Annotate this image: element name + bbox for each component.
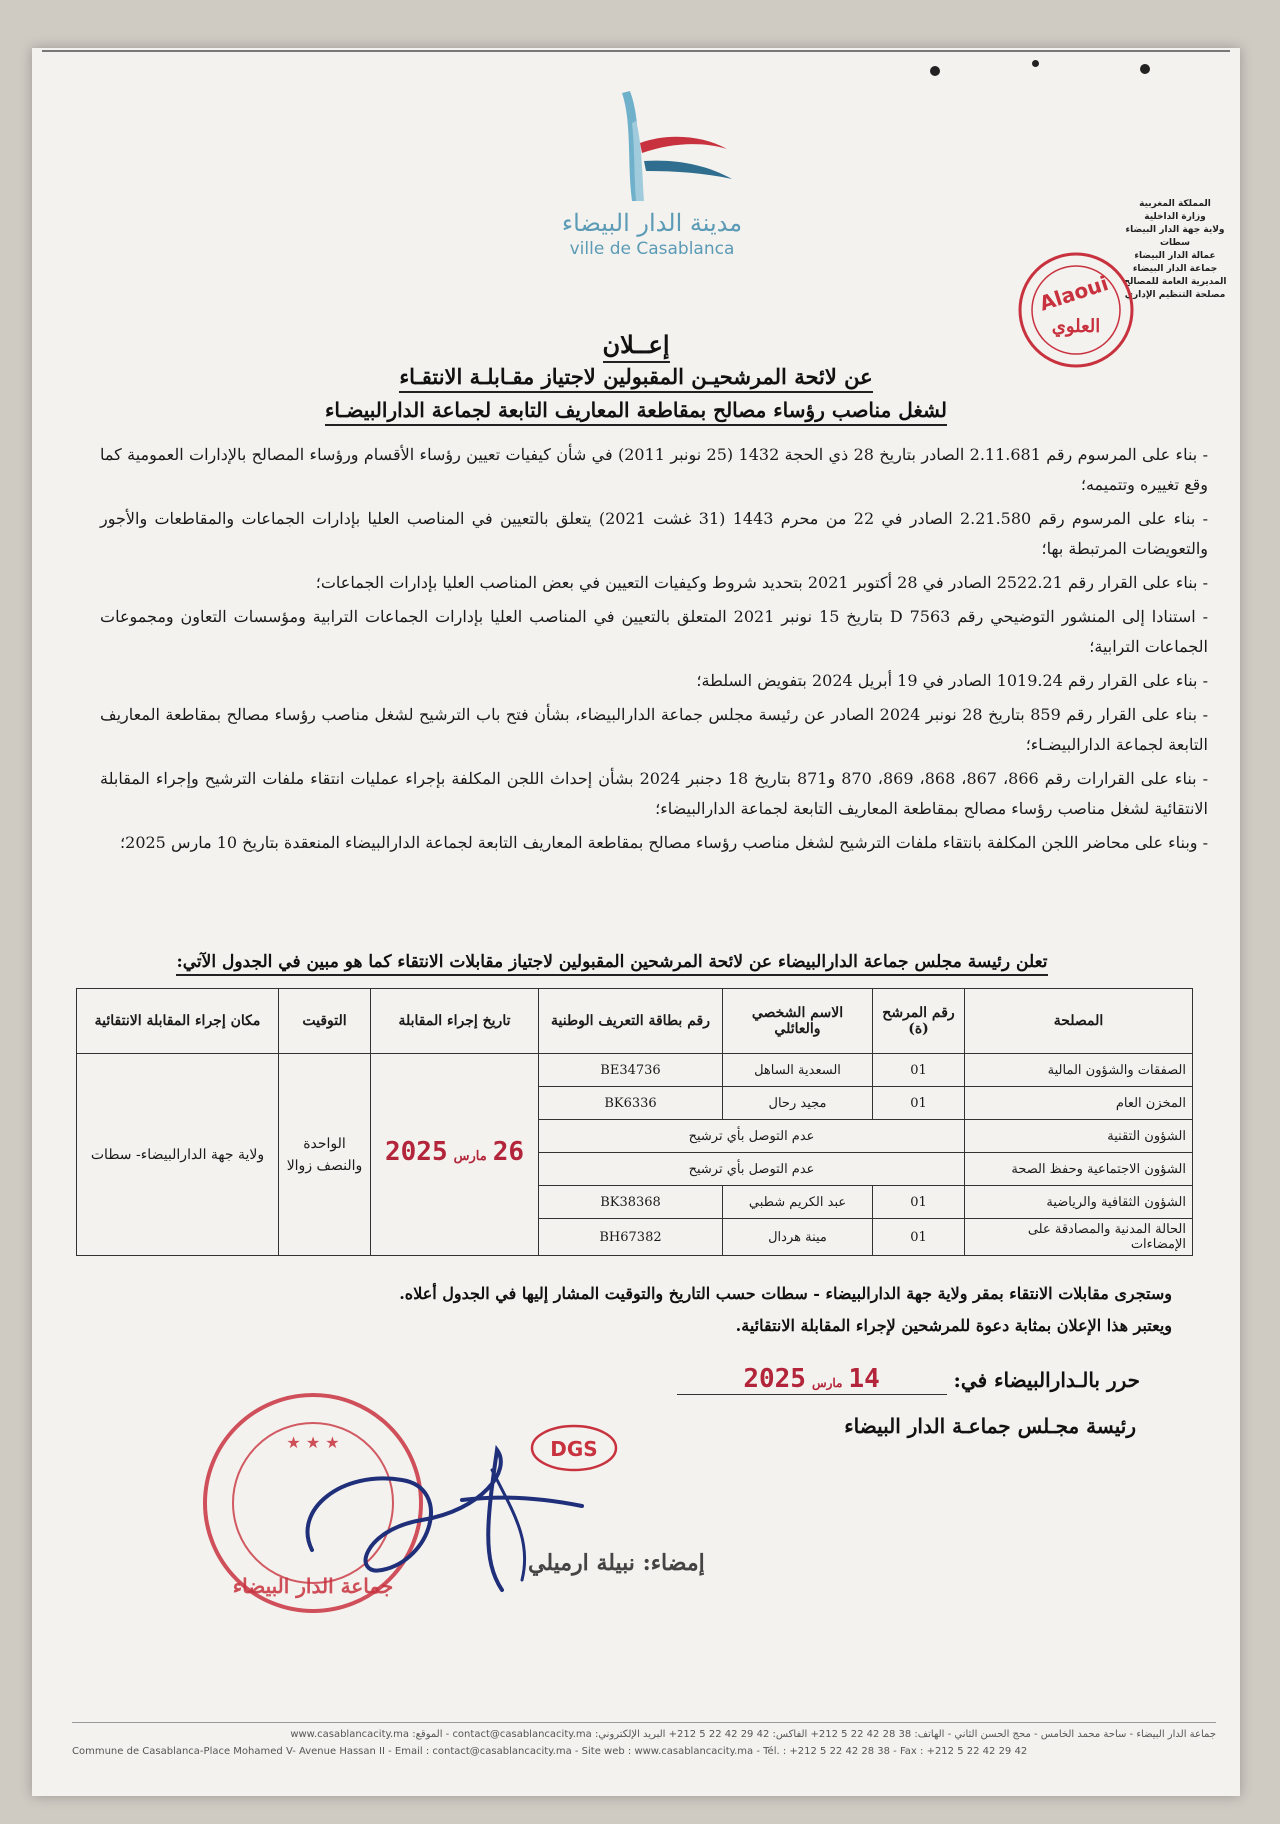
reference-paragraph: - بناء على المرسوم رقم 2.21.580 الصادر في 22 من محرم 1443 (31 غشت 2021) يتعلق بالتعيين في المناصب العليا بإدارات الجماعات والمقاطعات والأجور والتعويضات المرتبطة بها؛ — [100, 509, 1209, 558]
reference-paragraph: - استنادا إلى المنشور التوضيحي رقم D 7563 بتاريخ 15 نونبر 2021 المتعلق بالتعيين في المناصب العليا بإدارات الجماعات الترابية ومؤسسات التعاون ومجموعات الجماعات الترابية؛ — [100, 607, 1209, 656]
header-place: مكان إجراء المقابلة الانتقائية — [77, 989, 279, 1054]
stamp-top-sub: العلوي — [1051, 316, 1101, 337]
punch-hole — [1140, 64, 1150, 74]
cell-service: الصفقات والشؤون المالية — [965, 1054, 1193, 1087]
cell-service: الشؤون التقنية — [965, 1120, 1193, 1153]
punch-hole — [930, 66, 940, 76]
header-time: التوقيت — [279, 989, 371, 1054]
place-label: حرر بالـدارالبيضاء في: — [953, 1368, 1140, 1392]
header-name: الاسم الشخصي والعائلي — [723, 989, 873, 1054]
reference-paragraph: - بناء على القرار رقم 1019.24 الصادر في 19 أبريل 2024 بتفويض السلطة؛ — [696, 671, 1208, 690]
cell-service: الشؤون الثقافية والرياضية — [965, 1186, 1193, 1219]
ministry-line: ولاية جهة الدار البيضاء سطات — [1125, 225, 1225, 248]
announcement-title: إعــلان — [32, 330, 1240, 363]
cell-name: مجيد رحال — [723, 1087, 873, 1120]
cell-cin: BH67382 — [539, 1219, 723, 1256]
top-edge-line — [42, 50, 1230, 52]
reference-paragraph: - بناء على القرارات رقم 866، 867، 868، 869، 870 و871 بتاريخ 18 دجنبر 2024 بشأن إحداث اللجن المكلفة بإجراء عمليات انتقاء ملفات الترشيح وإجراء المقابلة الانتقائية لشغل مناصب رؤساء مصالح بمقاطعة المعاريف التابعة لجماعة الدارالبيضاء؛ — [100, 769, 1209, 818]
interview-day: 26 — [492, 1137, 524, 1167]
handwritten-date — [677, 1364, 947, 1395]
cell-candidate-no: 01 — [873, 1219, 965, 1256]
ministry-line: مصلحة التنظيم الإداري — [1124, 290, 1226, 300]
cell-cin: BK38368 — [539, 1186, 723, 1219]
footer-french: Commune de Casablanca-Place Mohamed V- Avenue Hassan II - Email : contact@casablancacity.ma - Site web : www.casablancacity.ma - Tél. : +212 5 22 42 28 38 - Fax : +212 5 22 42 29 42 — [72, 1746, 1028, 1757]
logo-french-text: ville de Casablanca — [569, 239, 735, 259]
logo-arabic-text: مدينة الدار البيضاء — [561, 209, 743, 237]
seal-text: جماعة الدار البيضاء — [232, 1574, 394, 1598]
cell-service: المخزن العام — [965, 1087, 1193, 1120]
svg-text:★ ★ ★: ★ ★ ★ — [286, 1433, 340, 1452]
cell-name: السعدية الساهل — [723, 1054, 873, 1087]
document-page — [32, 48, 1240, 1796]
closing-line: ويعتبر هذا الإعلان بمثابة دعوة للمرشحين لإجراء المقابلة الانتقائية. — [735, 1316, 1172, 1335]
cell-interview-time: الواحدة والنصف زوالا — [279, 1054, 371, 1256]
dgs-stamp — [528, 1422, 620, 1474]
lead-sentence: تعلن رئيسة مجلس جماعة الدارالبيضاء عن لائحة المرشحين المقبولين لاجتياز مقابلات الانتقاء كما هو مبين في الجدول الآتي: — [32, 952, 1192, 976]
signer-name: إمضاء: نبيلة ارميلي — [528, 1550, 705, 1576]
president-title: رئيسة مجـلس جماعـة الدار البيضاء — [844, 1414, 1136, 1438]
ministry-line: المديرية العامة للمصالح — [1123, 277, 1227, 287]
page-footer — [72, 1722, 1216, 1757]
reference-paragraph: - بناء على المرسوم رقم 2.11.681 الصادر بتاريخ 28 ذي الحجة 1432 (25 نونبر 2011) في شأن كيفيات تعيين رؤساء الأقسام ورؤساء المصالح بالإدارات العمومية كما وقع تغييره وتتميمه؛ — [100, 445, 1209, 494]
reference-paragraph: - وبناء على محاضر اللجن المكلفة بانتقاء ملفات الترشيح لشغل مناصب رؤساء مصالح بمقاطعة المعاريف التابعة لجماعة الدارالبيضاء المنعقدة بتاريخ 10 مارس 2025؛ — [120, 833, 1208, 852]
stamp-top-label: Alaoui — [1036, 271, 1112, 316]
table-row — [77, 1054, 1193, 1087]
cell-candidate-no: 01 — [873, 1186, 965, 1219]
ministry-line: المملكة المغربية — [1139, 199, 1211, 209]
punch-hole — [1032, 60, 1039, 67]
cell-no-application: عدم التوصل بأي ترشيح — [539, 1153, 965, 1186]
ministry-line: وزارة الداخلية — [1144, 212, 1206, 222]
sign-year: 2025 — [743, 1364, 806, 1394]
ministry-line: عمالة الدار البيضاء — [1134, 251, 1216, 261]
candidates-table — [76, 988, 1193, 1256]
announcement-subtitle: عن لائحة المرشحيـن المقبولين لاجتياز مقـابلـة الانتقـاء — [32, 364, 1240, 393]
footer-arabic: جماعة الدار البيضاء - ساحة محمد الخامس - محج الحسن الثاني - الهاتف: 38 28 42 22 5 212+ الفاكس: 42 29 42 22 5 212+ البريد الإلكتروني: contact@casablancacity.ma - الموقع: www.casablancacity.ma — [290, 1729, 1216, 1740]
header-candidate-no: رقم المرشح (ة) — [873, 989, 965, 1054]
casablanca-logo-mark-icon — [532, 83, 772, 208]
ministry-line: جماعة الدار البيضاء — [1132, 264, 1218, 274]
table-header-row — [77, 989, 1193, 1054]
reference-paragraph: - بناء على القرار رقم 859 بتاريخ 28 نونبر 2024 الصادر عن رئيسة مجلس جماعة الدارالبيضاء، بشأن فتح باب الترشيح لشغل مناصب رؤساء مصالح بمقاطعة المعاريف التابعة لجماعة الدارالبيضـاء؛ — [100, 705, 1209, 754]
cell-interview-date — [371, 1054, 539, 1256]
interview-month: مارس — [453, 1149, 487, 1164]
cell-interview-place: ولاية جهة الدارالبيضاء- سطات — [77, 1054, 279, 1256]
cell-candidate-no: 01 — [873, 1054, 965, 1087]
cell-name: مينة هردال — [723, 1219, 873, 1256]
header-cin: رقم بطاقة التعريف الوطنية — [539, 989, 723, 1054]
cell-no-application: عدم التوصل بأي ترشيح — [539, 1120, 965, 1153]
cell-cin: BK6336 — [539, 1087, 723, 1120]
cell-name: عبد الكريم شطبي — [723, 1186, 873, 1219]
signature-date-line — [677, 1364, 1140, 1395]
announcement-subtitle-2: لشغل مناصب رؤساء مصالح بمقاطعة المعاريف التابعة لجماعة الدارالبيضـاء — [32, 398, 1240, 426]
sign-month: مارس — [811, 1376, 843, 1390]
reference-paragraph: - بناء على القرار رقم 2522.21 الصادر في 28 أكتوبر 2021 بتحديد شروط وكيفيات التعيين في بعض المناصب العليا بإدارات الجماعات؛ — [315, 573, 1208, 592]
header-service: المصلحة — [965, 989, 1193, 1054]
closing-line: وستجرى مقابلات الانتقاء بمقر ولاية جهة الدارالبيضاء - سطات حسب التاريخ والتوقيت المشار إليها في الجدول أعلاه. — [399, 1284, 1172, 1303]
dgs-label: DGS — [550, 1437, 598, 1461]
casablanca-logo — [532, 83, 772, 273]
cell-service: الحالة المدنية والمصادقة على الإمضاءات — [965, 1219, 1193, 1256]
header-date: تاريخ إجراء المقابلة — [371, 989, 539, 1054]
sign-day: 14 — [848, 1364, 880, 1394]
legal-references — [100, 440, 1208, 862]
interview-year: 2025 — [384, 1137, 448, 1167]
cell-candidate-no: 01 — [873, 1087, 965, 1120]
cell-service: الشؤون الاجتماعية وحفظ الصحة — [965, 1153, 1193, 1186]
cell-cin: BE34736 — [539, 1054, 723, 1087]
